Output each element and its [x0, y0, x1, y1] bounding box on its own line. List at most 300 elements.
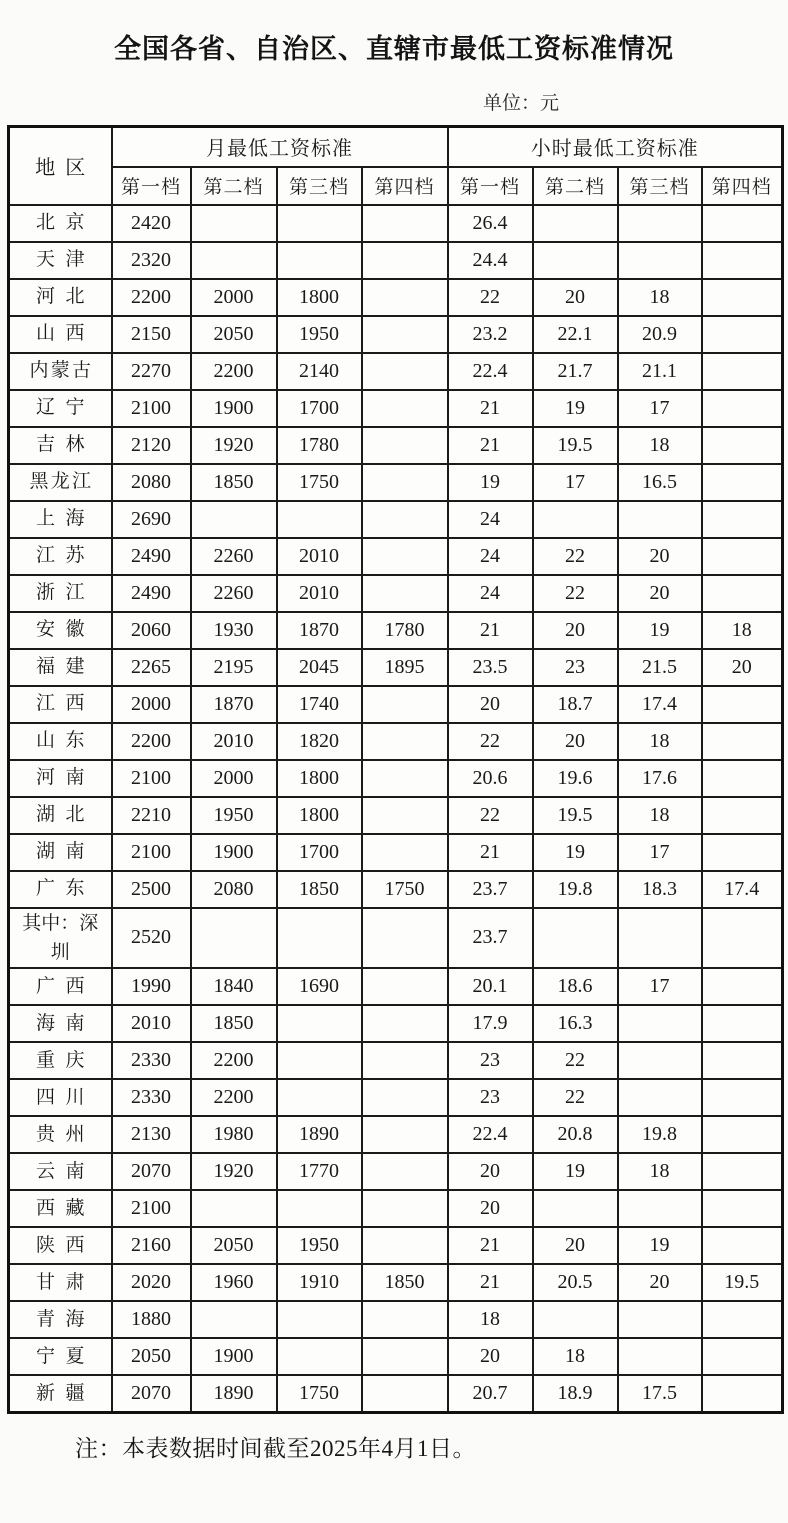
hourly-tier-1-cell: 22.4 — [448, 1116, 533, 1153]
monthly-tier-3-cell — [277, 1190, 362, 1227]
hourly-tier-1-cell: 20.6 — [448, 760, 533, 797]
monthly-tier-2-cell — [191, 242, 277, 279]
hourly-tier-1-cell: 26.4 — [448, 205, 533, 242]
table-row — [9, 723, 783, 760]
monthly-tier-4-cell — [362, 1079, 448, 1116]
region-cell: 四川 — [9, 1079, 112, 1116]
monthly-tier-3-cell: 1700 — [277, 390, 362, 427]
hourly-tier-1-cell: 21 — [448, 834, 533, 871]
table-row — [9, 1116, 783, 1153]
monthly-tier-3-cell: 1890 — [277, 1116, 362, 1153]
hourly-tier-4-cell — [702, 390, 783, 427]
monthly-tier-4-cell: 1850 — [362, 1264, 448, 1301]
hourly-tier-4-cell — [702, 1079, 783, 1116]
monthly-tier-2-cell: 1950 — [191, 797, 277, 834]
region-cell: 云南 — [9, 1153, 112, 1190]
hourly-tier-2-cell: 18.6 — [533, 968, 618, 1005]
region-cell: 青海 — [9, 1301, 112, 1338]
table-row — [9, 1227, 783, 1264]
table-row — [9, 1005, 783, 1042]
monthly-tier-3-cell: 1690 — [277, 968, 362, 1005]
monthly-tier-4-cell — [362, 575, 448, 612]
hourly-tier-1-cell: 22.4 — [448, 353, 533, 390]
region-cell: 广西 — [9, 968, 112, 1005]
hourly-tier-3-cell: 18 — [618, 723, 702, 760]
monthly-tier-2-cell: 1930 — [191, 612, 277, 649]
monthly-tier-3-cell: 1950 — [277, 316, 362, 353]
monthly-tier-3-cell — [277, 1042, 362, 1079]
hourly-tier-3-cell: 21.1 — [618, 353, 702, 390]
monthly-tier-3-cell — [277, 1005, 362, 1042]
hourly-tier-3-cell — [618, 205, 702, 242]
monthly-tier-2-cell: 1870 — [191, 686, 277, 723]
monthly-tier-2-cell — [191, 1190, 277, 1227]
hourly-tier-4-cell — [702, 427, 783, 464]
monthly-tier-4-cell: 1780 — [362, 612, 448, 649]
monthly-tier-4-cell — [362, 1042, 448, 1079]
monthly-tier-3-cell: 2045 — [277, 649, 362, 686]
hourly-tier-2-cell: 20.5 — [533, 1264, 618, 1301]
hourly-tier-1-cell: 23 — [448, 1042, 533, 1079]
monthly-tier-4-cell — [362, 1005, 448, 1042]
table-row — [9, 1264, 783, 1301]
hourly-tier-1-cell: 24 — [448, 501, 533, 538]
region-cell: 广东 — [9, 871, 112, 908]
table-row — [9, 1153, 783, 1190]
hourly-tier-1-cell: 21 — [448, 427, 533, 464]
hourly-tier-2-cell: 19 — [533, 390, 618, 427]
hourly-tier-4-cell: 20 — [702, 649, 783, 686]
hourly-tier-1-cell: 20.7 — [448, 1375, 533, 1412]
hourly-tier-2-cell: 22 — [533, 1042, 618, 1079]
monthly-tier-2-cell: 2200 — [191, 1079, 277, 1116]
region-cell: 安徽 — [9, 612, 112, 649]
hourly-tier-1-cell: 18 — [448, 1301, 533, 1338]
monthly-tier-3-cell — [277, 908, 362, 969]
monthly-tier-2-cell: 2000 — [191, 279, 277, 316]
hourly-tier-4-cell — [702, 1227, 783, 1264]
hourly-tier-3-cell: 18 — [618, 797, 702, 834]
monthly-tier-1-cell: 2490 — [112, 538, 191, 575]
table-body — [9, 205, 783, 1413]
hourly-tier-3-cell: 19 — [618, 1227, 702, 1264]
hourly-tier-4-cell — [702, 686, 783, 723]
table-row — [9, 968, 783, 1005]
hourly-tier-2-cell: 22 — [533, 1079, 618, 1116]
hourly-tier-4-cell — [702, 760, 783, 797]
monthly-tier-2-cell: 1850 — [191, 1005, 277, 1042]
hourly-tier-3-cell — [618, 1301, 702, 1338]
monthly-tier-3-cell: 1740 — [277, 686, 362, 723]
monthly-tier-1-cell: 2000 — [112, 686, 191, 723]
table-row — [9, 686, 783, 723]
monthly-tier-2-cell: 1890 — [191, 1375, 277, 1412]
hourly-tier-3-cell: 17 — [618, 390, 702, 427]
monthly-tier-4-cell — [362, 1301, 448, 1338]
region-cell: 甘肃 — [9, 1264, 112, 1301]
hourly-tier-1-cell: 22 — [448, 279, 533, 316]
monthly-tier-2-cell: 2010 — [191, 723, 277, 760]
monthly-tier-2-cell: 2050 — [191, 1227, 277, 1264]
table-row — [9, 390, 783, 427]
region-cell: 辽宁 — [9, 390, 112, 427]
monthly-tier-1-cell: 2330 — [112, 1042, 191, 1079]
hourly-tier-3-cell: 20 — [618, 1264, 702, 1301]
monthly-tier-3-cell: 2010 — [277, 575, 362, 612]
monthly-tier-4-cell: 1895 — [362, 649, 448, 686]
monthly-tier-4-cell — [362, 390, 448, 427]
monthly-tier-2-cell — [191, 908, 277, 969]
hourly-tier-3-cell — [618, 1338, 702, 1375]
monthly-tier-3-cell: 1820 — [277, 723, 362, 760]
hourly-tier-3-cell — [618, 908, 702, 969]
monthly-tier-2-cell: 2260 — [191, 538, 277, 575]
hourly-tier-1-cell: 21 — [448, 1264, 533, 1301]
monthly-tier-4-cell — [362, 760, 448, 797]
hourly-tier-3-cell: 20 — [618, 575, 702, 612]
monthly-tier-4-cell — [362, 427, 448, 464]
hourly-tier-3-cell — [618, 501, 702, 538]
monthly-tier-4-cell — [362, 353, 448, 390]
monthly-tier-4-cell — [362, 501, 448, 538]
monthly-tier-2-cell — [191, 501, 277, 538]
table-header — [9, 127, 783, 205]
region-cell: 内蒙古 — [9, 353, 112, 390]
unit-label: 单位：元 — [483, 93, 560, 114]
tier-header-hourly-3: 第三档 — [618, 167, 702, 205]
monthly-tier-1-cell: 2330 — [112, 1079, 191, 1116]
region-cell: 浙江 — [9, 575, 112, 612]
hourly-tier-2-cell: 22 — [533, 538, 618, 575]
hourly-tier-3-cell: 18 — [618, 427, 702, 464]
monthly-tier-1-cell: 2160 — [112, 1227, 191, 1264]
hourly-tier-4-cell — [702, 1005, 783, 1042]
monthly-tier-2-cell: 1920 — [191, 427, 277, 464]
region-cell: 河北 — [9, 279, 112, 316]
monthly-tier-2-cell: 2200 — [191, 1042, 277, 1079]
monthly-tier-3-cell: 1850 — [277, 871, 362, 908]
monthly-tier-1-cell: 2080 — [112, 464, 191, 501]
hourly-tier-2-cell: 22 — [533, 575, 618, 612]
monthly-tier-4-cell — [362, 723, 448, 760]
monthly-tier-3-cell: 1750 — [277, 464, 362, 501]
monthly-tier-2-cell — [191, 205, 277, 242]
hourly-tier-4-cell: 17.4 — [702, 871, 783, 908]
hourly-tier-4-cell — [702, 1375, 783, 1412]
tier-header-monthly-1: 第一档 — [112, 167, 191, 205]
tier-header-monthly-3: 第三档 — [277, 167, 362, 205]
table-row — [9, 316, 783, 353]
hourly-tier-1-cell: 24 — [448, 538, 533, 575]
monthly-tier-3-cell: 1800 — [277, 797, 362, 834]
table-row — [9, 649, 783, 686]
hourly-tier-2-cell: 19.5 — [533, 427, 618, 464]
region-cell: 福建 — [9, 649, 112, 686]
region-cell: 江苏 — [9, 538, 112, 575]
monthly-tier-1-cell: 2100 — [112, 834, 191, 871]
monthly-tier-4-cell — [362, 908, 448, 969]
hourly-tier-3-cell: 18 — [618, 279, 702, 316]
hourly-tier-3-cell: 19 — [618, 612, 702, 649]
hourly-tier-2-cell: 23 — [533, 649, 618, 686]
monthly-tier-4-cell — [362, 205, 448, 242]
hourly-tier-1-cell: 23.2 — [448, 316, 533, 353]
table-row — [9, 1338, 783, 1375]
hourly-tier-4-cell — [702, 279, 783, 316]
region-cell: 贵州 — [9, 1116, 112, 1153]
monthly-tier-1-cell: 2050 — [112, 1338, 191, 1375]
monthly-tier-3-cell: 1770 — [277, 1153, 362, 1190]
region-cell: 重庆 — [9, 1042, 112, 1079]
monthly-tier-4-cell — [362, 968, 448, 1005]
hourly-tier-2-cell: 21.7 — [533, 353, 618, 390]
monthly-tier-3-cell — [277, 501, 362, 538]
group-header-row — [9, 127, 783, 167]
hourly-tier-3-cell: 19.8 — [618, 1116, 702, 1153]
table-row — [9, 834, 783, 871]
monthly-tier-2-cell: 1980 — [191, 1116, 277, 1153]
monthly-tier-4-cell — [362, 1116, 448, 1153]
monthly-tier-3-cell — [277, 205, 362, 242]
hourly-tier-2-cell: 19.5 — [533, 797, 618, 834]
table-row — [9, 1301, 783, 1338]
unit-row — [0, 88, 788, 114]
footnote: 注：本表数据时间截至2025年4月1日。 — [75, 1435, 476, 1461]
monthly-tier-1-cell: 2100 — [112, 760, 191, 797]
monthly-tier-2-cell: 1850 — [191, 464, 277, 501]
region-cell: 黑龙江 — [9, 464, 112, 501]
hourly-tier-4-cell — [702, 242, 783, 279]
monthly-tier-2-cell: 1900 — [191, 834, 277, 871]
monthly-tier-1-cell: 2130 — [112, 1116, 191, 1153]
hourly-tier-1-cell: 21 — [448, 390, 533, 427]
hourly-tier-2-cell: 22.1 — [533, 316, 618, 353]
hourly-tier-4-cell: 19.5 — [702, 1264, 783, 1301]
hourly-tier-2-cell: 18 — [533, 1338, 618, 1375]
table-row — [9, 575, 783, 612]
hourly-tier-3-cell: 18.3 — [618, 871, 702, 908]
table-row — [9, 279, 783, 316]
hourly-tier-4-cell — [702, 1042, 783, 1079]
monthly-tier-4-cell — [362, 834, 448, 871]
monthly-tier-1-cell: 2690 — [112, 501, 191, 538]
hourly-tier-4-cell — [702, 501, 783, 538]
region-cell: 其中：深圳 — [9, 908, 112, 969]
hourly-tier-4-cell — [702, 316, 783, 353]
hourly-tier-4-cell — [702, 908, 783, 969]
monthly-tier-2-cell — [191, 1301, 277, 1338]
hourly-tier-2-cell: 19 — [533, 1153, 618, 1190]
hourly-tier-1-cell: 20 — [448, 1338, 533, 1375]
hourly-tier-4-cell — [702, 797, 783, 834]
hourly-tier-2-cell: 20 — [533, 723, 618, 760]
monthly-tier-1-cell: 2100 — [112, 1190, 191, 1227]
region-cell: 上海 — [9, 501, 112, 538]
hourly-tier-1-cell: 19 — [448, 464, 533, 501]
region-cell: 湖南 — [9, 834, 112, 871]
table-row — [9, 797, 783, 834]
hourly-tier-4-cell — [702, 1116, 783, 1153]
monthly-tier-1-cell: 2270 — [112, 353, 191, 390]
monthly-tier-1-cell: 2200 — [112, 723, 191, 760]
monthly-tier-3-cell — [277, 1301, 362, 1338]
monthly-tier-3-cell — [277, 1079, 362, 1116]
hourly-tier-2-cell — [533, 242, 618, 279]
monthly-tier-1-cell: 2100 — [112, 390, 191, 427]
hourly-tier-3-cell: 18 — [618, 1153, 702, 1190]
hourly-tier-1-cell: 21 — [448, 1227, 533, 1264]
hourly-tier-2-cell — [533, 1190, 618, 1227]
table-row — [9, 501, 783, 538]
table-row — [9, 464, 783, 501]
hourly-tier-2-cell: 19.8 — [533, 871, 618, 908]
hourly-tier-4-cell — [702, 1301, 783, 1338]
table-row — [9, 205, 783, 242]
monthly-tier-3-cell: 1700 — [277, 834, 362, 871]
hourly-tier-3-cell: 17.5 — [618, 1375, 702, 1412]
hourly-tier-2-cell: 20 — [533, 1227, 618, 1264]
hourly-tier-3-cell — [618, 242, 702, 279]
monthly-tier-1-cell: 1990 — [112, 968, 191, 1005]
hourly-tier-4-cell — [702, 1190, 783, 1227]
region-cell: 吉林 — [9, 427, 112, 464]
hourly-tier-3-cell: 20.9 — [618, 316, 702, 353]
region-cell: 宁夏 — [9, 1338, 112, 1375]
region-cell: 山东 — [9, 723, 112, 760]
region-cell: 山西 — [9, 316, 112, 353]
monthly-tier-1-cell: 2210 — [112, 797, 191, 834]
hourly-tier-3-cell — [618, 1079, 702, 1116]
monthly-tier-2-cell: 2080 — [191, 871, 277, 908]
region-cell: 陕西 — [9, 1227, 112, 1264]
monthly-tier-1-cell: 2520 — [112, 908, 191, 969]
tier-header-monthly-4: 第四档 — [362, 167, 448, 205]
monthly-tier-1-cell: 1880 — [112, 1301, 191, 1338]
monthly-tier-2-cell: 2000 — [191, 760, 277, 797]
monthly-tier-1-cell: 2200 — [112, 279, 191, 316]
tier-header-hourly-2: 第二档 — [533, 167, 618, 205]
hourly-tier-2-cell: 18.9 — [533, 1375, 618, 1412]
monthly-tier-2-cell: 1840 — [191, 968, 277, 1005]
monthly-tier-1-cell: 2120 — [112, 427, 191, 464]
hourly-tier-2-cell: 16.3 — [533, 1005, 618, 1042]
hourly-tier-2-cell: 19.6 — [533, 760, 618, 797]
hourly-group-header: 小时最低工资标准 — [448, 127, 783, 167]
monthly-tier-1-cell: 2490 — [112, 575, 191, 612]
monthly-tier-4-cell — [362, 1375, 448, 1412]
monthly-tier-1-cell: 2500 — [112, 871, 191, 908]
hourly-tier-4-cell — [702, 968, 783, 1005]
table-row — [9, 1375, 783, 1412]
hourly-tier-1-cell: 20 — [448, 1153, 533, 1190]
hourly-tier-4-cell — [702, 575, 783, 612]
hourly-tier-2-cell — [533, 501, 618, 538]
monthly-tier-3-cell: 1910 — [277, 1264, 362, 1301]
hourly-tier-3-cell: 17 — [618, 834, 702, 871]
hourly-tier-3-cell: 17.6 — [618, 760, 702, 797]
monthly-tier-3-cell: 1800 — [277, 279, 362, 316]
monthly-tier-4-cell — [362, 1153, 448, 1190]
hourly-tier-1-cell: 23.7 — [448, 871, 533, 908]
monthly-tier-1-cell: 2020 — [112, 1264, 191, 1301]
hourly-tier-4-cell — [702, 205, 783, 242]
monthly-tier-2-cell: 1960 — [191, 1264, 277, 1301]
hourly-tier-1-cell: 23.7 — [448, 908, 533, 969]
monthly-tier-3-cell: 1750 — [277, 1375, 362, 1412]
hourly-tier-1-cell: 22 — [448, 723, 533, 760]
table-row — [9, 871, 783, 908]
monthly-tier-4-cell: 1750 — [362, 871, 448, 908]
hourly-tier-2-cell — [533, 1301, 618, 1338]
hourly-tier-3-cell: 17.4 — [618, 686, 702, 723]
tier-header-row — [9, 167, 783, 205]
tier-header-monthly-2: 第二档 — [191, 167, 277, 205]
table-row — [9, 760, 783, 797]
region-cell: 河南 — [9, 760, 112, 797]
page-title: 全国各省、自治区、直辖市最低工资标准情况 — [114, 34, 674, 64]
hourly-tier-1-cell: 23.5 — [448, 649, 533, 686]
hourly-tier-2-cell: 20 — [533, 612, 618, 649]
monthly-tier-2-cell: 1920 — [191, 1153, 277, 1190]
monthly-tier-2-cell: 1900 — [191, 1338, 277, 1375]
hourly-tier-4-cell: 18 — [702, 612, 783, 649]
monthly-tier-2-cell: 1900 — [191, 390, 277, 427]
table-row — [9, 1042, 783, 1079]
monthly-tier-3-cell: 1870 — [277, 612, 362, 649]
hourly-tier-4-cell — [702, 723, 783, 760]
region-cell: 湖北 — [9, 797, 112, 834]
monthly-tier-3-cell: 2010 — [277, 538, 362, 575]
monthly-tier-4-cell — [362, 797, 448, 834]
table-row — [9, 908, 783, 969]
hourly-tier-1-cell: 24.4 — [448, 242, 533, 279]
monthly-tier-2-cell: 2200 — [191, 353, 277, 390]
monthly-tier-1-cell: 2420 — [112, 205, 191, 242]
hourly-tier-4-cell — [702, 353, 783, 390]
hourly-tier-1-cell: 24 — [448, 575, 533, 612]
hourly-tier-1-cell: 23 — [448, 1079, 533, 1116]
monthly-tier-4-cell — [362, 464, 448, 501]
region-cell: 海南 — [9, 1005, 112, 1042]
hourly-tier-3-cell — [618, 1042, 702, 1079]
minimum-wage-table — [7, 125, 784, 1414]
monthly-tier-3-cell: 1780 — [277, 427, 362, 464]
hourly-tier-3-cell: 20 — [618, 538, 702, 575]
monthly-tier-4-cell — [362, 1227, 448, 1264]
table-row — [9, 427, 783, 464]
hourly-tier-3-cell — [618, 1190, 702, 1227]
table-row — [9, 538, 783, 575]
region-cell: 西藏 — [9, 1190, 112, 1227]
monthly-group-header: 月最低工资标准 — [112, 127, 448, 167]
monthly-tier-2-cell: 2260 — [191, 575, 277, 612]
monthly-tier-4-cell — [362, 538, 448, 575]
hourly-tier-3-cell — [618, 1005, 702, 1042]
table-row — [9, 1190, 783, 1227]
hourly-tier-3-cell: 16.5 — [618, 464, 702, 501]
hourly-tier-4-cell — [702, 464, 783, 501]
hourly-tier-4-cell — [702, 834, 783, 871]
monthly-tier-1-cell: 2070 — [112, 1153, 191, 1190]
monthly-tier-3-cell: 2140 — [277, 353, 362, 390]
monthly-tier-3-cell — [277, 242, 362, 279]
tier-header-hourly-1: 第一档 — [448, 167, 533, 205]
monthly-tier-2-cell: 2050 — [191, 316, 277, 353]
monthly-tier-1-cell: 2010 — [112, 1005, 191, 1042]
tier-header-hourly-4: 第四档 — [702, 167, 783, 205]
hourly-tier-1-cell: 21 — [448, 612, 533, 649]
monthly-tier-1-cell: 2070 — [112, 1375, 191, 1412]
